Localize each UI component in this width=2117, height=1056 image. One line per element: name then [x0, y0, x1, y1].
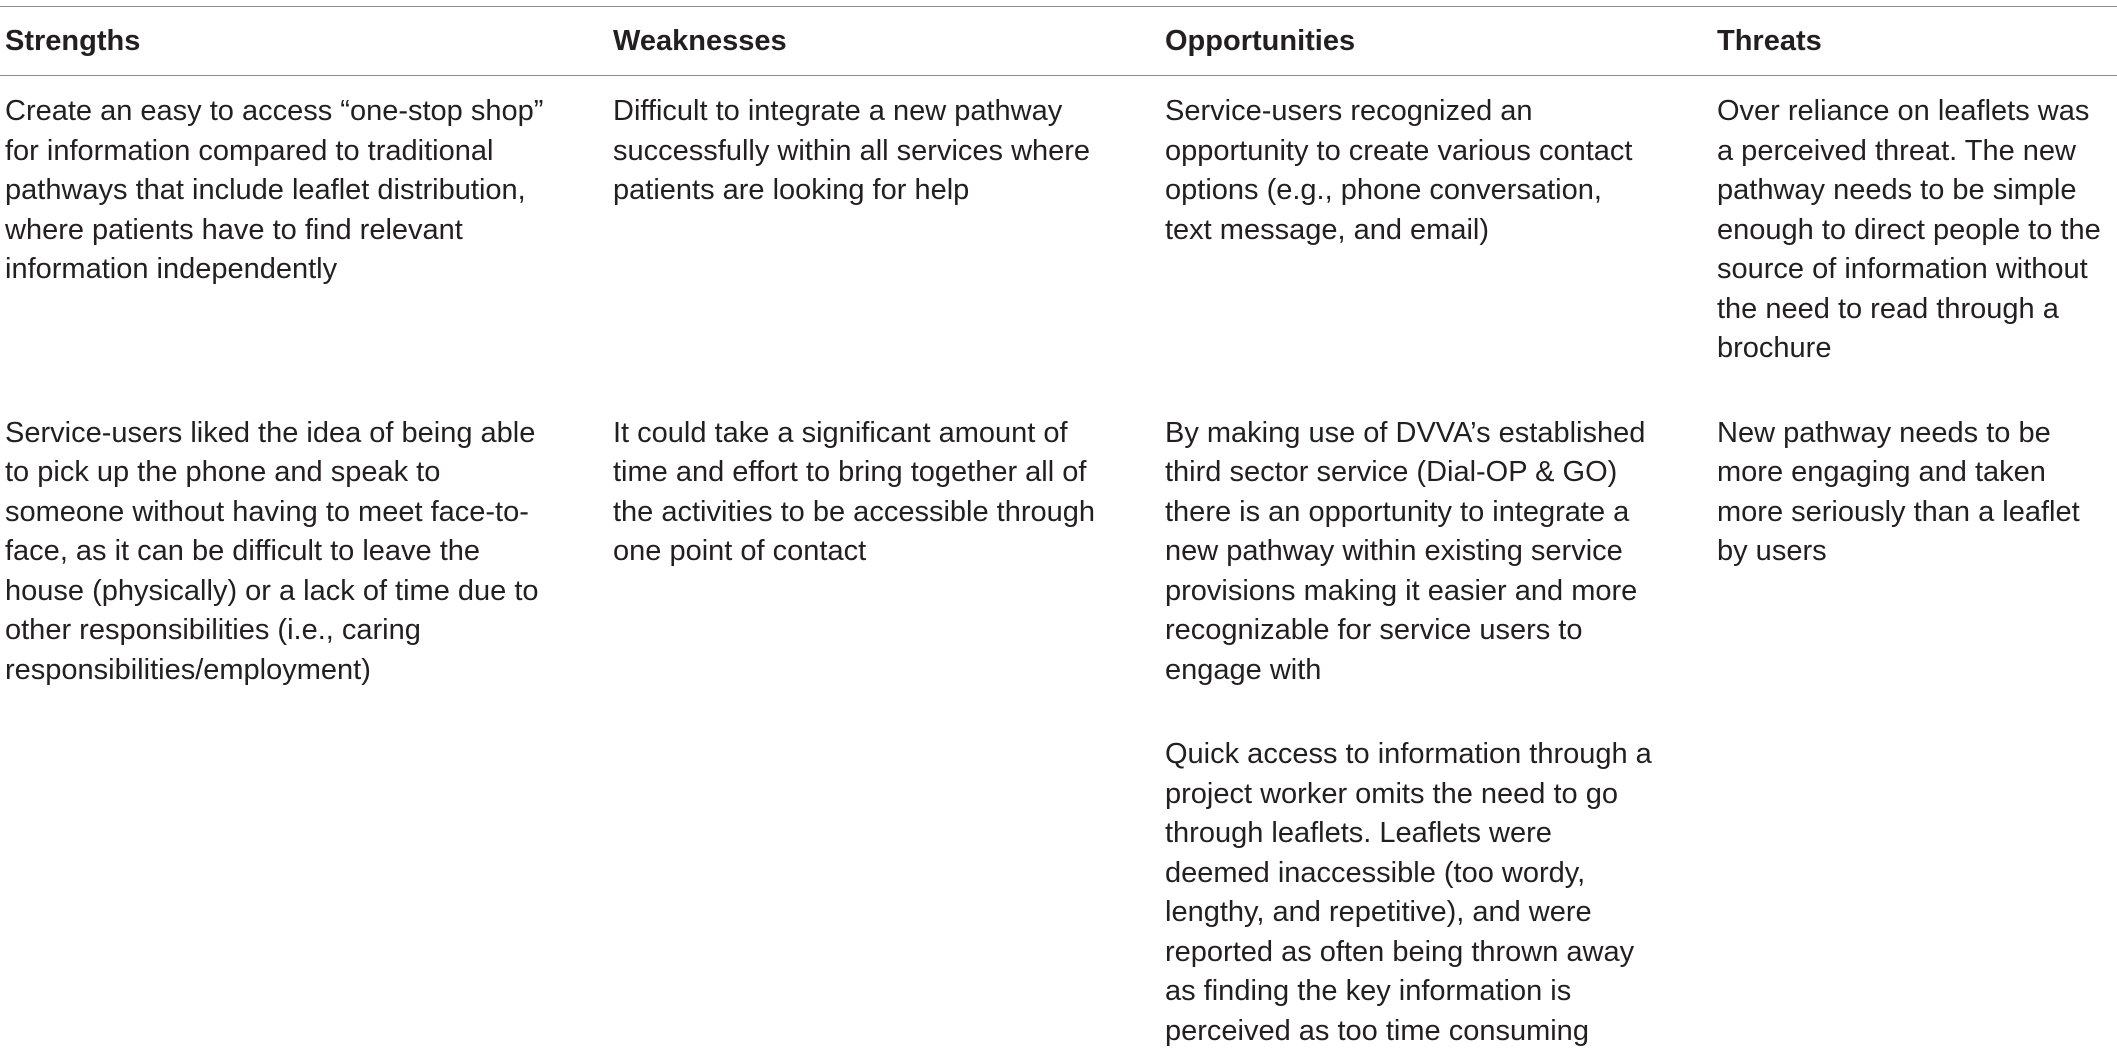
header-opportunities: Opportunities — [1165, 24, 1356, 57]
threats-cell — [1712, 414, 2117, 736]
threats-cell — [1712, 76, 2117, 414]
cell-text: Quick access to information through a project worker omits the need to go through leaflets. Leaflets were deemed inaccessible (too wordy, lengthy, and repetitive), and were reported as often being thrown away as finding the key information is perceived as too time consuming — [1165, 738, 1652, 1047]
table-row — [0, 414, 2117, 736]
opportunities-cell — [1160, 735, 1712, 1051]
header-weaknesses: Weaknesses — [613, 24, 787, 57]
opportunities-cell — [1160, 76, 1712, 414]
cell-text: Over reliance on leaflets was a perceived threat. The new pathway needs to be simple enough to direct people to the source of information without the need to read through a brochure — [1717, 95, 2101, 364]
opportunities-cell — [1160, 414, 1712, 736]
weaknesses-cell — [608, 76, 1160, 414]
cell-text: It could take a significant amount of time and effort to bring together all of the activities to be accessible through one point of contact — [613, 416, 1095, 567]
swot-table — [0, 6, 2117, 1051]
threats-cell — [1712, 735, 2117, 1051]
cell-text: By making use of DVVA’s established third sector service (Dial-OP & GO) there is an opportunity to integrate a new pathway within existing service provisions making it easier and more recognizable for service users to engage with — [1165, 416, 1646, 686]
cell-text: New pathway needs to be more engaging and taken more seriously than a leaflet by users — [1717, 416, 2080, 567]
weaknesses-cell — [608, 735, 1160, 1051]
weaknesses-cell — [608, 414, 1160, 736]
cell-text: Difficult to integrate a new pathway successfully within all services where patients are looking for help — [613, 95, 1091, 206]
cell-text: Service-users liked the idea of being able to pick up the phone and speak to someone without having to meet face-to-face, as it can be difficult to leave the house (physically) or a lack of time due to other responsibilities (i.e., caring responsibilities/employment) — [5, 416, 539, 686]
cell-text: Service-users recognized an opportunity to create various contact options (e.g., phone conversation, text message, and email) — [1165, 95, 1633, 246]
header-threats: Threats — [1717, 24, 1822, 57]
table-row — [0, 76, 2117, 414]
table-body — [0, 76, 2117, 1052]
header-strengths: Strengths — [5, 24, 141, 57]
cell-text: Create an easy to access “one-stop shop” for information compared to traditional pathways that include leaflet distribution, where patients have to find relevant information independently — [5, 95, 544, 285]
table-row — [0, 735, 2117, 1051]
strengths-cell — [0, 414, 608, 736]
strengths-cell — [0, 76, 608, 414]
header-row — [0, 7, 2117, 76]
strengths-cell — [0, 735, 608, 1051]
table-header — [0, 7, 2117, 76]
